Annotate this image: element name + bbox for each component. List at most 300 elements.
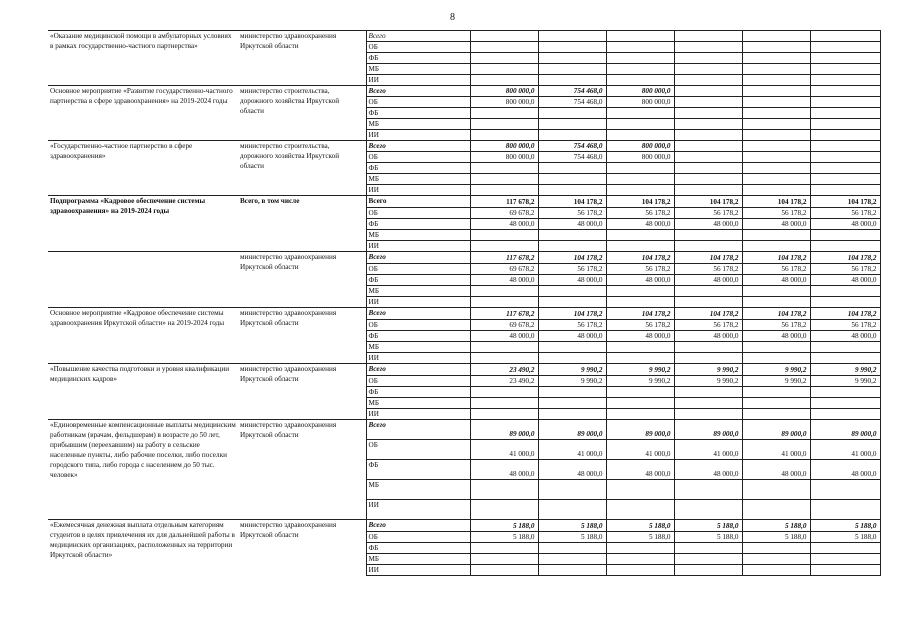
funding-source-label: ОБ [366,376,470,387]
funding-source-label: МБ [366,286,470,297]
amount-cell [470,119,538,130]
amount-cell [674,480,742,500]
amount-cell [538,543,606,554]
amount-cell [742,86,810,97]
amount-cell [674,97,742,108]
amount-cell [470,130,538,141]
amount-cell: 41 000,0 [810,440,880,460]
amount-cell [742,241,810,252]
amount-cell [742,53,810,64]
amount-cell: 104 178,2 [742,252,810,264]
amount-cell [674,409,742,420]
amount-cell: 56 178,2 [538,208,606,219]
amount-cell [810,163,880,174]
amount-cell [674,108,742,119]
amount-cell [674,398,742,409]
amount-cell [606,554,674,565]
amount-cell [810,141,880,152]
amount-cell [810,480,880,500]
amount-cell [742,64,810,75]
amount-cell [606,387,674,398]
amount-cell [810,554,880,565]
amount-cell [538,163,606,174]
amount-cell: 56 178,2 [810,264,880,275]
amount-cell: 104 178,2 [606,308,674,320]
funding-source-label: Всего [366,252,470,264]
amount-cell [674,163,742,174]
amount-cell [674,64,742,75]
amount-cell: 48 000,0 [742,331,810,342]
amount-cell [810,53,880,64]
amount-cell [810,152,880,163]
funding-source-label: ОБ [366,440,470,460]
amount-cell [538,185,606,196]
amount-cell: 69 678,2 [470,320,538,331]
funding-source-label: МБ [366,398,470,409]
amount-cell: 9 990,2 [742,364,810,376]
amount-cell: 800 000,0 [470,141,538,152]
amount-cell [674,241,742,252]
executor-name: министерство здравоохранения Иркутской области [238,420,366,520]
amount-cell [810,500,880,520]
amount-cell [742,286,810,297]
funding-source-label: ИИ [366,75,470,86]
activity-name [48,252,238,308]
funding-source-label: ИИ [366,409,470,420]
funding-source-label: ФБ [366,219,470,230]
funding-source-label: ФБ [366,331,470,342]
amount-cell [742,297,810,308]
amount-cell [538,387,606,398]
amount-cell [810,119,880,130]
amount-cell: 117 678,2 [470,308,538,320]
amount-cell [674,75,742,86]
amount-cell [606,230,674,241]
funding-source-label: МБ [366,342,470,353]
amount-cell: 104 178,2 [538,252,606,264]
amount-cell [538,398,606,409]
amount-cell [742,554,810,565]
amount-cell [674,174,742,185]
amount-cell: 69 678,2 [470,208,538,219]
amount-cell [810,387,880,398]
amount-cell: 48 000,0 [606,275,674,286]
funding-source-label: ОБ [366,42,470,53]
amount-cell [538,75,606,86]
executor-name: министерство строительства, дорожного хозяйства Иркутской области [238,86,366,141]
executor-name: министерство здравоохранения Иркутской области [238,308,366,364]
amount-cell [810,286,880,297]
amount-cell: 48 000,0 [470,275,538,286]
amount-cell: 56 178,2 [810,208,880,219]
activity-name: «Единовременные компенсационные выплаты медицинским работникам (врачам, фельдшерам) в возрасте до 50 лет, прибывшим (переехавшим) на работу в сельские населенные пункты, либо рабочие поселки, либо поселки городского типа, либо города с населением до 50 тыс. человек» [48,420,238,520]
funding-source-label: МБ [366,64,470,75]
amount-cell [742,130,810,141]
amount-cell: 41 000,0 [606,440,674,460]
amount-cell [470,230,538,241]
amount-cell: 104 178,2 [810,308,880,320]
amount-cell [810,31,880,42]
amount-cell: 48 000,0 [606,460,674,480]
funding-source-label: ИИ [366,185,470,196]
amount-cell [470,565,538,576]
funding-source-label: ОБ [366,97,470,108]
amount-cell [470,75,538,86]
amount-cell: 48 000,0 [470,331,538,342]
activity-name: Основное мероприятие «Кадровое обеспечение системы здравоохранения Иркутской области» на 2019-2024 годы [48,308,238,364]
amount-cell [810,398,880,409]
amount-cell: 104 178,2 [810,196,880,208]
amount-cell [742,119,810,130]
amount-cell [674,565,742,576]
amount-cell: 41 000,0 [674,440,742,460]
amount-cell [810,130,880,141]
amount-cell [470,174,538,185]
amount-cell [742,75,810,86]
amount-cell [538,286,606,297]
table-row [48,31,880,42]
amount-cell [470,286,538,297]
amount-cell: 5 188,0 [470,532,538,543]
amount-cell: 5 188,0 [810,532,880,543]
amount-cell [470,409,538,420]
amount-cell: 56 178,2 [538,320,606,331]
amount-cell [674,119,742,130]
amount-cell [606,42,674,53]
amount-cell [606,108,674,119]
amount-cell [810,565,880,576]
amount-cell [810,185,880,196]
amount-cell: 56 178,2 [606,264,674,275]
funding-source-label: Всего [366,308,470,320]
amount-cell: 104 178,2 [742,196,810,208]
amount-cell: 9 990,2 [810,364,880,376]
funding-source-label: ФБ [366,108,470,119]
amount-cell [810,86,880,97]
amount-cell [538,500,606,520]
amount-cell [606,130,674,141]
funding-source-label: МБ [366,119,470,130]
amount-cell [674,387,742,398]
amount-cell [810,297,880,308]
funding-source-label: МБ [366,480,470,500]
amount-cell: 89 000,0 [742,420,810,440]
amount-cell [742,353,810,364]
amount-cell: 56 178,2 [742,320,810,331]
amount-cell: 48 000,0 [674,460,742,480]
amount-cell: 104 178,2 [538,308,606,320]
amount-cell [470,398,538,409]
amount-cell [470,500,538,520]
amount-cell [538,409,606,420]
amount-cell [538,31,606,42]
amount-cell [606,342,674,353]
amount-cell [606,500,674,520]
amount-cell [606,297,674,308]
amount-cell: 41 000,0 [742,440,810,460]
amount-cell [606,565,674,576]
amount-cell: 48 000,0 [470,219,538,230]
amount-cell: 89 000,0 [470,420,538,440]
funding-source-label: ОБ [366,264,470,275]
amount-cell [538,119,606,130]
amount-cell [606,119,674,130]
amount-cell [538,130,606,141]
amount-cell [470,353,538,364]
amount-cell: 48 000,0 [606,331,674,342]
amount-cell: 754 468,0 [538,97,606,108]
amount-cell: 800 000,0 [470,97,538,108]
amount-cell [674,152,742,163]
amount-cell [674,141,742,152]
amount-cell: 754 468,0 [538,86,606,97]
amount-cell: 5 188,0 [810,520,880,532]
amount-cell [742,141,810,152]
activity-name: Подпрограмма «Кадровое обеспечение системы здравоохранения» на 2019-2024 годы [48,196,238,252]
amount-cell: 48 000,0 [810,331,880,342]
amount-cell: 48 000,0 [538,219,606,230]
amount-cell [674,185,742,196]
amount-cell [742,387,810,398]
amount-cell [538,230,606,241]
funding-source-label: ИИ [366,353,470,364]
amount-cell [742,230,810,241]
funding-source-label: МБ [366,554,470,565]
amount-cell: 48 000,0 [810,219,880,230]
amount-cell [538,297,606,308]
amount-cell [470,53,538,64]
amount-cell [606,543,674,554]
amount-cell [538,342,606,353]
table-body [48,31,880,576]
amount-cell [674,86,742,97]
amount-cell: 800 000,0 [606,141,674,152]
amount-cell [470,108,538,119]
amount-cell: 23 490,2 [470,376,538,387]
amount-cell [674,130,742,141]
amount-cell: 5 188,0 [674,520,742,532]
funding-source-label: ОБ [366,532,470,543]
amount-cell: 117 678,2 [470,196,538,208]
amount-cell [810,543,880,554]
amount-cell: 56 178,2 [742,264,810,275]
amount-cell [606,64,674,75]
amount-cell: 5 188,0 [538,520,606,532]
amount-cell: 48 000,0 [674,331,742,342]
amount-cell [810,75,880,86]
amount-cell [674,500,742,520]
table-row [48,420,880,440]
amount-cell [742,163,810,174]
amount-cell [674,31,742,42]
executor-name: Всего, в том числе [238,196,366,252]
amount-cell: 56 178,2 [674,320,742,331]
page-number: 8 [450,12,455,23]
table-row [48,252,880,264]
amount-cell [674,353,742,364]
amount-cell [538,53,606,64]
amount-cell [742,97,810,108]
funding-source-label: Всего [366,520,470,532]
amount-cell: 104 178,2 [810,252,880,264]
amount-cell [606,398,674,409]
amount-cell [810,230,880,241]
amount-cell [810,342,880,353]
amount-cell [470,543,538,554]
funding-source-label: ФБ [366,53,470,64]
table-row [48,196,880,208]
amount-cell: 56 178,2 [606,208,674,219]
amount-cell [470,185,538,196]
funding-source-label: Всего [366,196,470,208]
amount-cell: 754 468,0 [538,152,606,163]
funding-source-label: ФБ [366,163,470,174]
amount-cell [538,353,606,364]
table-row [48,308,880,320]
funding-source-label: ОБ [366,152,470,163]
amount-cell [606,53,674,64]
amount-cell: 48 000,0 [742,219,810,230]
amount-cell [470,163,538,174]
amount-cell [538,64,606,75]
amount-cell: 9 990,2 [674,364,742,376]
amount-cell [606,409,674,420]
amount-cell: 89 000,0 [538,420,606,440]
amount-cell: 48 000,0 [742,460,810,480]
executor-name: министерство здравоохранения Иркутской области [238,252,366,308]
amount-cell: 56 178,2 [538,264,606,275]
amount-cell [742,500,810,520]
amount-cell: 9 990,2 [538,376,606,387]
amount-cell [742,174,810,185]
amount-cell [674,286,742,297]
amount-cell [742,342,810,353]
amount-cell: 41 000,0 [470,440,538,460]
amount-cell: 9 990,2 [606,376,674,387]
amount-cell: 800 000,0 [606,97,674,108]
amount-cell: 48 000,0 [606,219,674,230]
amount-cell: 48 000,0 [810,460,880,480]
funding-source-label: Всего [366,141,470,152]
table-row [48,86,880,97]
activity-name: Основное мероприятие «Развитие государственно-частного партнерства в сфере здравоохранения» на 2019-2024 годы [48,86,238,141]
amount-cell [538,108,606,119]
amount-cell [606,75,674,86]
amount-cell [742,152,810,163]
funding-source-label: Всего [366,420,470,440]
amount-cell [674,554,742,565]
amount-cell [810,174,880,185]
amount-cell: 48 000,0 [470,460,538,480]
amount-cell [538,480,606,500]
amount-cell [810,42,880,53]
amount-cell: 5 188,0 [674,532,742,543]
amount-cell: 104 178,2 [674,308,742,320]
amount-cell: 5 188,0 [606,520,674,532]
amount-cell [810,64,880,75]
funding-source-label: ИИ [366,130,470,141]
amount-cell: 9 990,2 [810,376,880,387]
amount-cell: 104 178,2 [606,252,674,264]
amount-cell: 800 000,0 [606,86,674,97]
amount-cell: 104 178,2 [674,252,742,264]
amount-cell [606,241,674,252]
amount-cell [742,480,810,500]
amount-cell [810,353,880,364]
amount-cell [674,342,742,353]
amount-cell: 5 188,0 [742,520,810,532]
amount-cell: 89 000,0 [810,420,880,440]
amount-cell: 9 990,2 [742,376,810,387]
amount-cell [538,174,606,185]
amount-cell: 104 178,2 [674,196,742,208]
amount-cell [606,480,674,500]
amount-cell [470,42,538,53]
table-row [48,364,880,376]
activity-name: «Оказание медицинской помощи в амбулаторных условиях в рамках государственно-частного партнерства» [48,31,238,86]
amount-cell: 800 000,0 [470,86,538,97]
amount-cell: 104 178,2 [606,196,674,208]
amount-cell: 48 000,0 [538,331,606,342]
amount-cell: 754 468,0 [538,141,606,152]
amount-cell [538,42,606,53]
activity-name: «Повышение качества подготовки и уровня квалификации медицинских кадров» [48,364,238,420]
amount-cell: 69 678,2 [470,264,538,275]
amount-cell: 104 178,2 [742,308,810,320]
amount-cell [606,286,674,297]
amount-cell [742,398,810,409]
amount-cell: 89 000,0 [674,420,742,440]
amount-cell [742,565,810,576]
funding-source-label: МБ [366,174,470,185]
funding-source-label: ИИ [366,500,470,520]
funding-source-label: ФБ [366,387,470,398]
table-row [48,520,880,532]
amount-cell: 5 188,0 [470,520,538,532]
amount-cell [810,409,880,420]
amount-cell [470,297,538,308]
amount-cell: 48 000,0 [674,219,742,230]
amount-cell: 56 178,2 [674,264,742,275]
amount-cell: 800 000,0 [470,152,538,163]
amount-cell [674,297,742,308]
amount-cell: 48 000,0 [538,275,606,286]
amount-cell [742,543,810,554]
amount-cell: 5 188,0 [742,532,810,543]
amount-cell [810,241,880,252]
amount-cell: 56 178,2 [742,208,810,219]
amount-cell: 800 000,0 [606,152,674,163]
amount-cell [470,554,538,565]
funding-source-label: ФБ [366,543,470,554]
funding-source-label: ФБ [366,275,470,286]
amount-cell [470,64,538,75]
amount-cell [470,387,538,398]
amount-cell: 23 490,2 [470,364,538,376]
amount-cell: 48 000,0 [538,460,606,480]
amount-cell [470,241,538,252]
amount-cell [742,185,810,196]
funding-source-label: ОБ [366,320,470,331]
funding-source-label: ОБ [366,208,470,219]
funding-source-label: Всего [366,31,470,42]
amount-cell [606,163,674,174]
amount-cell [470,31,538,42]
amount-cell: 48 000,0 [810,275,880,286]
funding-source-label: ФБ [366,460,470,480]
amount-cell [674,53,742,64]
executor-name: министерство здравоохранения Иркутской области [238,31,366,86]
